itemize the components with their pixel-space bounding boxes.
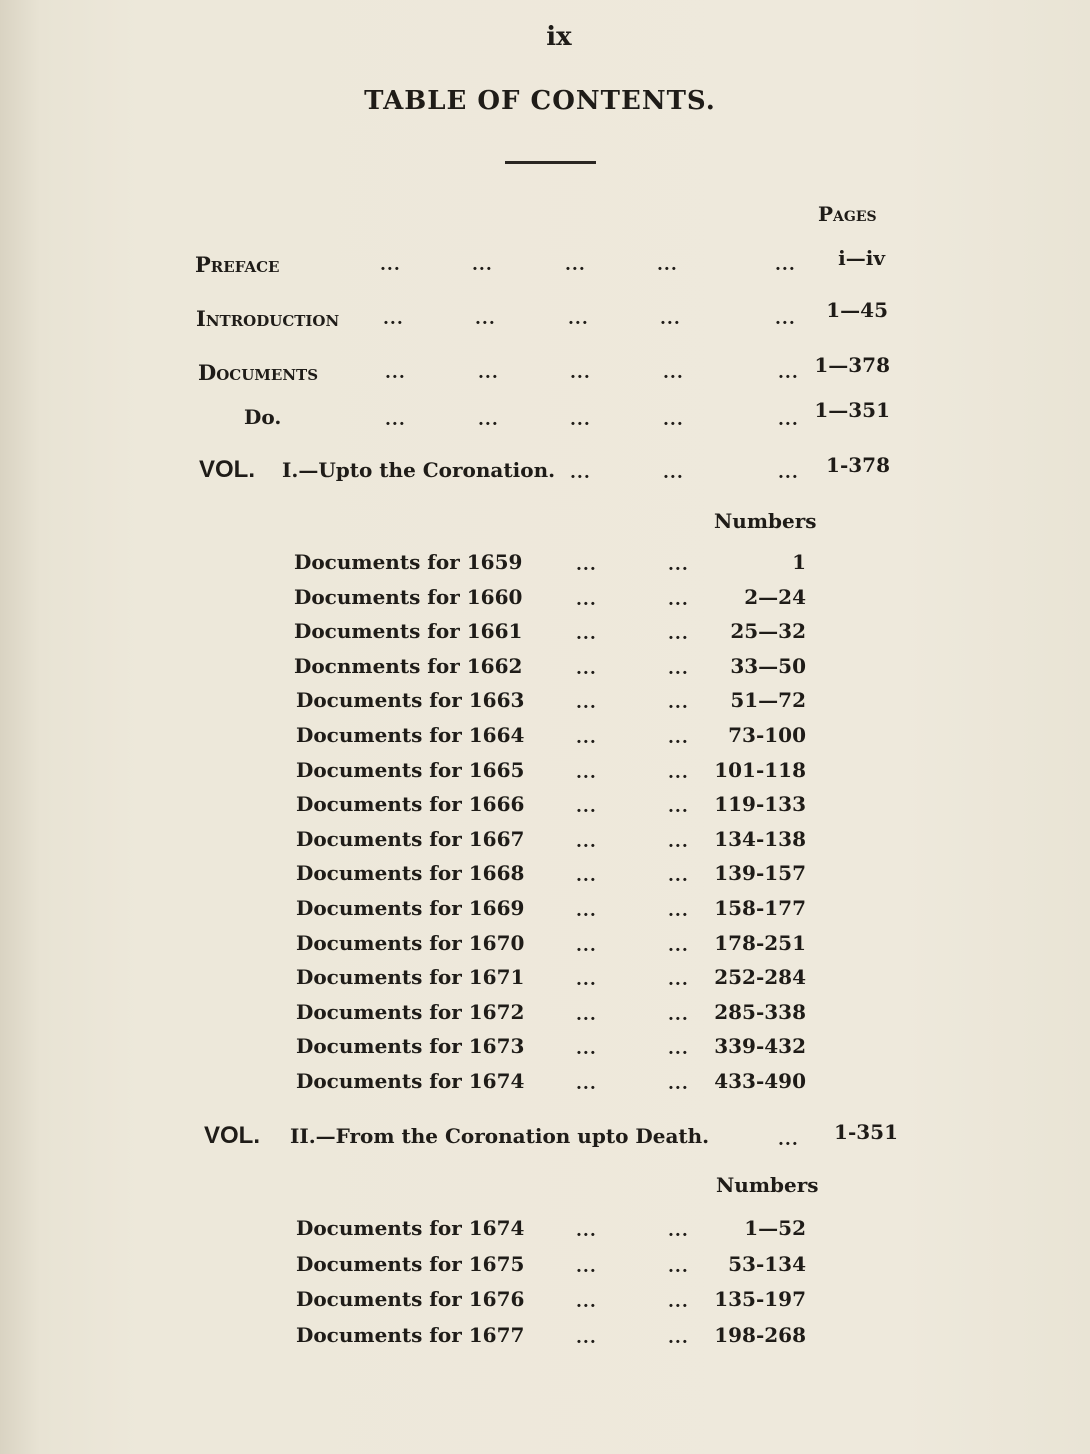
document-entry-numbers: 101-118 (714, 757, 806, 782)
leader-dots: ... (663, 363, 684, 383)
leader-dots: ... (576, 1327, 597, 1348)
leader-dots: ... (576, 1074, 597, 1094)
document-entry-numbers: 158-177 (714, 896, 806, 920)
document-entry-numbers: 25—32 (730, 619, 806, 644)
document-entry-label: Docnments for 1662 (294, 653, 523, 678)
document-entry-label: Documents for 1670 (296, 930, 525, 955)
leader-dots: ... (668, 693, 689, 714)
leader-dots: ... (668, 970, 689, 991)
volume-2-label: VOL. (204, 1122, 261, 1149)
leader-dots: ... (565, 255, 586, 275)
document-entry-label: Documents for 1673 (296, 1034, 525, 1059)
volume-1-numbers-header: Numbers (714, 509, 817, 533)
toc-entry-introduction: Introduction (196, 306, 340, 331)
leader-dots: ... (668, 866, 689, 887)
document-entry-numbers: 2—24 (744, 584, 806, 609)
leader-dots: ... (383, 309, 404, 329)
leader-dots: ... (380, 255, 401, 275)
document-entry-label: Documents for 1672 (296, 999, 525, 1024)
leader-dots: ... (576, 762, 597, 783)
document-entry-label: Documents for 1659 (294, 550, 523, 574)
document-entry-label: Documents for 1671 (296, 965, 525, 990)
volume-2-numbers-header: Numbers (716, 1173, 819, 1197)
toc-entry-ditto: Do. (244, 405, 282, 429)
leader-dots: ... (668, 1004, 689, 1025)
leader-dots: ... (472, 255, 493, 275)
document-entry-label: Documents for 1668 (296, 861, 525, 886)
leader-dots: ... (663, 410, 684, 430)
leader-dots: ... (576, 970, 597, 991)
document-entry-numbers: 1 (792, 550, 806, 574)
leader-dots: ... (385, 363, 406, 383)
leader-dots: ... (668, 1221, 689, 1241)
leader-dots: ... (385, 410, 406, 430)
leader-dots: ... (668, 555, 689, 575)
leader-dots: ... (663, 463, 684, 483)
document-entry-numbers: 51—72 (730, 688, 806, 713)
document-entry-numbers: 252-284 (714, 965, 806, 990)
toc-entry-pages: 1—45 (826, 298, 888, 322)
leader-dots: ... (668, 935, 689, 956)
leader-dots: ... (576, 935, 597, 956)
leader-dots: ... (576, 866, 597, 887)
document-entry-label: Documents for 1674 (296, 1069, 525, 1093)
page-title: TABLE OF CONTENTS. (364, 86, 716, 116)
leader-dots: ... (668, 1256, 689, 1277)
leader-dots: ... (576, 728, 597, 748)
leader-dots: ... (570, 363, 591, 383)
leader-dots: ... (668, 1292, 689, 1312)
leader-dots: ... (568, 309, 589, 329)
leader-dots: ... (576, 797, 597, 818)
page-number: ix (546, 22, 572, 52)
leader-dots: ... (668, 624, 689, 645)
leader-dots: ... (576, 658, 597, 679)
leader-dots: ... (475, 309, 496, 329)
volume-1-label: VOL. (199, 456, 256, 483)
document-entry-numbers: 198-268 (714, 1322, 806, 1347)
document-entry-label: Documents for 1665 (296, 757, 525, 782)
toc-entry-preface: Preface (195, 252, 280, 277)
leader-dots: ... (668, 1327, 689, 1348)
leader-dots: ... (576, 555, 597, 575)
toc-entry-documents: Documents (198, 360, 319, 385)
pages-header: Pages (818, 202, 877, 226)
document-entry-numbers: 135-197 (714, 1287, 806, 1311)
leader-dots: ... (660, 309, 681, 329)
leader-dots: ... (775, 255, 796, 275)
document-entry-label: Documents for 1666 (296, 792, 525, 817)
leader-dots: ... (576, 624, 597, 645)
toc-entry-pages: 1—351 (814, 398, 890, 422)
leader-dots: ... (668, 589, 689, 610)
document-entry-label: Documents for 1677 (296, 1322, 525, 1347)
document-entry-label: Documents for 1660 (294, 584, 523, 609)
leader-dots: ... (576, 1256, 597, 1277)
leader-dots: ... (778, 410, 799, 430)
volume-2-title: II.—From the Coronation upto Death. (290, 1124, 710, 1148)
leader-dots: ... (668, 831, 689, 852)
document-entry-numbers: 139-157 (714, 861, 806, 886)
leader-dots: ... (576, 1292, 597, 1312)
leader-dots: ... (668, 901, 689, 921)
leader-dots: ... (668, 658, 689, 679)
leader-dots: ... (668, 1039, 689, 1060)
leader-dots: ... (576, 901, 597, 921)
leader-dots: ... (657, 255, 678, 275)
document-entry-numbers: 33—50 (730, 653, 806, 678)
toc-entry-pages: i—iv (838, 246, 885, 270)
leader-dots: ... (668, 1074, 689, 1094)
document-entry-numbers: 73-100 (728, 723, 806, 747)
leader-dots: ... (576, 589, 597, 610)
leader-dots: ... (570, 463, 591, 483)
volume-1-pages: 1-378 (826, 453, 890, 477)
document-entry-label: Documents for 1674 (296, 1216, 525, 1240)
leader-dots: ... (478, 410, 499, 430)
document-entry-label: Documents for 1669 (296, 896, 525, 920)
leader-dots: ... (778, 1130, 799, 1150)
leader-dots: ... (478, 363, 499, 383)
leader-dots: ... (668, 797, 689, 818)
leader-dots: ... (778, 363, 799, 383)
leader-dots: ... (668, 728, 689, 748)
leader-dots: ... (570, 410, 591, 430)
document-entry-numbers: 119-133 (714, 792, 806, 817)
leader-dots: ... (576, 1004, 597, 1025)
document-entry-label: Documents for 1661 (294, 619, 523, 644)
leader-dots: ... (576, 693, 597, 714)
document-entry-label: Documents for 1667 (296, 826, 525, 851)
document-entry-label: Documents for 1676 (296, 1287, 525, 1311)
leader-dots: ... (778, 463, 799, 483)
document-entry-numbers: 134-138 (714, 826, 806, 851)
document-entry-label: Documents for 1663 (296, 688, 525, 713)
title-rule (505, 161, 596, 164)
leader-dots: ... (576, 831, 597, 852)
volume-2-pages: 1-351 (834, 1120, 898, 1144)
document-entry-numbers: 433-490 (714, 1069, 806, 1093)
document-entry-numbers: 339-432 (714, 1034, 806, 1059)
leader-dots: ... (668, 762, 689, 783)
toc-entry-pages: 1—378 (814, 353, 890, 377)
document-entry-label: Documents for 1675 (296, 1251, 525, 1276)
document-entry-label: Documents for 1664 (296, 723, 525, 747)
volume-1-title: I.—Upto the Coronation. (282, 458, 556, 482)
document-entry-numbers: 1—52 (744, 1216, 806, 1240)
leader-dots: ... (576, 1039, 597, 1060)
leader-dots: ... (576, 1221, 597, 1241)
leader-dots: ... (775, 309, 796, 329)
document-entry-numbers: 178-251 (714, 930, 806, 955)
document-entry-numbers: 53-134 (728, 1251, 806, 1276)
document-entry-numbers: 285-338 (714, 999, 806, 1024)
